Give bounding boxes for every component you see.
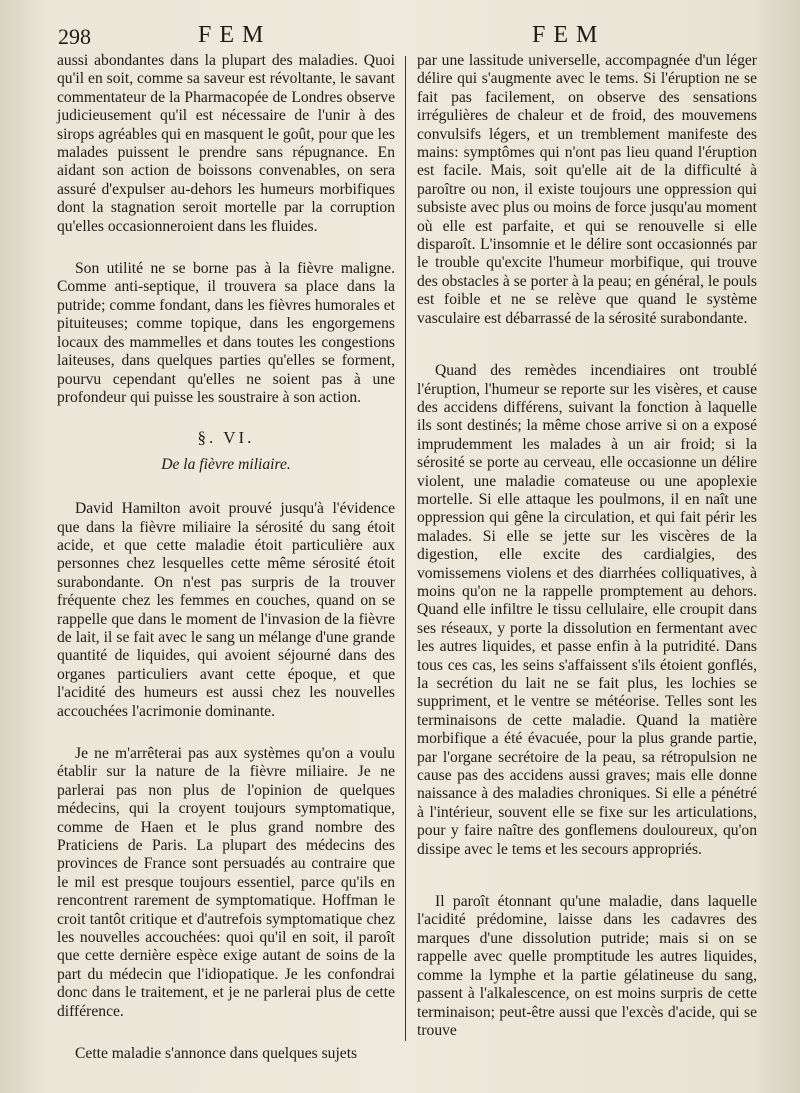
running-head-left: FEM	[198, 22, 272, 48]
left-paragraph-2: Son utilité ne se borne pas à la fièvre maligne. Comme anti-septique, il trouvera sa place dans la putride; comme fondant, dans les fièvres humorales et pituiteuses; comme topique, dans les engorgemens locaux des mammelles et dans toutes les congestions laiteuses, dans quelques parties qu'elles se forment, pourvu cependant qu'elles ne soient pas à une profondeur qui puisse les soustraire à son action.	[57, 260, 395, 406]
right-column	[417, 52, 757, 1040]
right-paragraph-3: Il paroît étonnant qu'une maladie, dans laquelle l'acidité prédomine, laisse dans les cadavres des marques d'une dissolution putride; mais si on se rappelle avec quelle promptitude les autres liquides, comme la lymphe et la partie gélatineuse du sang, passent à l'alkalescence, on est moins surpris de cette terminaison; peut-être aussi que l'excès d'acide, qui se trouve	[417, 893, 757, 1039]
column-divider	[405, 56, 406, 1041]
left-column	[57, 52, 395, 1064]
page-number: 298	[58, 24, 91, 49]
left-paragraph-5: Cette maladie s'annonce dans quelques sujets	[75, 1045, 358, 1063]
right-paragraph-2: Quand des remèdes incendiaires ont troublé l'éruption, l'humeur se reporte sur les visères, et cause des accidens différens, suivant la fonction à laquelle ils sont destinés; la même chose arrive si on a exposé imprudemment les malades à un air froid; si la sérosité se porte au cerveau, elle occasionne un délire violent, une maladie comateuse ou une apoplexie mortelle. Si elle attaque les poulmons, il en naît une oppression qui gêne la circulation, et qui fait périr les malades. Si elle se jette sur les viscères de la digestion, elle excite des cardialgies, des vomissemens violens et des diarrhées colliquatives, à moins qu'on ne la rappelle promptement au dehors. Quand elle infiltre le tissu cellulaire, elle croupit dans ses réseaux, y porte la dissolution en fermentant avec les autres liquides, et passe enfin à la putridité. Dans tous ces cas, les seins s'affaissent s'ils étoient gonflés, la secrétion du lait ne se fait plus, les lochies se suppriment, et le ventre se météorise. Telles sont les terminaisons de cette maladie. Quand la matière morbifique a été évacuée, pour la plus grande partie, par l'organe secrétoire de la peau, sa rétropulsion ne cause pas des accidens aussi graves; mais elle donne naissance à des maladies chroniques. Si elle a pénétré à l'intérieur, souvent elle se fixe sur les articulations, pour y faire naître des gonflemens douloureux, qu'on dissipe avec le tems et les secours appropriés.	[417, 362, 757, 858]
left-paragraph-3: David Hamilton avoit prouvé jusqu'à l'évidence que dans la fièvre miliaire la sérosité du sang étoit acide, et que cette maladie étoit particulière aux personnes chez lesquelles cette même sérosité étoit surabondante. On n'est pas surpris de la trouver fréquente chez les femmes en couches, quand on se rappelle que dans le moment de l'invasion de la fièvre de lait, il se fait avec le sang un mélange d'une grande quantité de liquides, qui avoient séjourné dans des organes particuliers avant cette époque, et que l'acidité des humeurs est aussi chez les nouvelles accouchées l'acrimonie dominante.	[57, 500, 395, 720]
section-title: De la fièvre miliaire.	[161, 455, 291, 473]
page-header	[0, 22, 800, 52]
left-paragraph-4: Je ne m'arrêterai pas aux systèmes qu'on a voulu établir sur la nature de la fièvre miliaire. Je ne parlerai pas non plus de l'opinion de quelques médecins, qui la croyent toujours symptomatique, comme de Haen et le plus grand nombre des Praticiens de Paris. La plupart des médecins des provinces de France sont persuadés au contraire que le mil est presque toujours essentiel, parce qu'ils en rencontrent rarement de symptomatique. Hoffman le croit tantôt critique et d'autrefois symptomatique chez les nouvelles accouchées: quoi qu'il en soit, il paroît que cette dernière espèce exige autant de soins de la part du médecin que l'idiopatique. Je les confondrai donc dans le traitement, et je ne parlerai plus de cette différence.	[57, 745, 395, 1020]
running-head-right: FEM	[532, 22, 606, 48]
right-paragraph-1: par une lassitude universelle, accompagnée d'un léger délire qui s'augmente avec le tems. Si l'éruption ne se fait pas facilement, on observe des sensations irrégulières de chaleur et de froid, des mouvemens convulsifs légers, et un tremblement manifeste des mains: symptômes qui n'ont pas lieu quand l'éruption est facile. Mais, soit qu'elle ait de la difficulté à paroître ou non, il existe toujours une oppression qui subsiste avec plus ou moins de force jusqu'au moment où elle est parfaite, et qui se renouvelle si elle disparoît. L'insomnie et le délire sont occasionnés par le trouble qu'excite l'humeur morbifique, qui trouve des obstacles à se porter à la peau; en général, le pouls est foible et ne se relève que quand le système vasculaire est débarrassé de la sérosité surabondante.	[417, 52, 757, 327]
left-paragraph-1: aussi abondantes dans la plupart des maladies. Quoi qu'il en soit, comme sa saveur est révoltante, le savant commentateur de la Pharmacopée de Londres observe judicieusement qu'il est nécessaire de l'unir à des sirops agréables qui en masquent le goût, pour que les malades puissent le prendre sans répugnance. En aidant son action de boissons convenables, on sera assuré d'expulser au-dehors les humeurs morbifiques dont la stagnation seroit mortelle par la corruption qu'elles occasionneroient dans les fluides.	[57, 52, 395, 235]
section-number: §. VI.	[197, 428, 255, 448]
